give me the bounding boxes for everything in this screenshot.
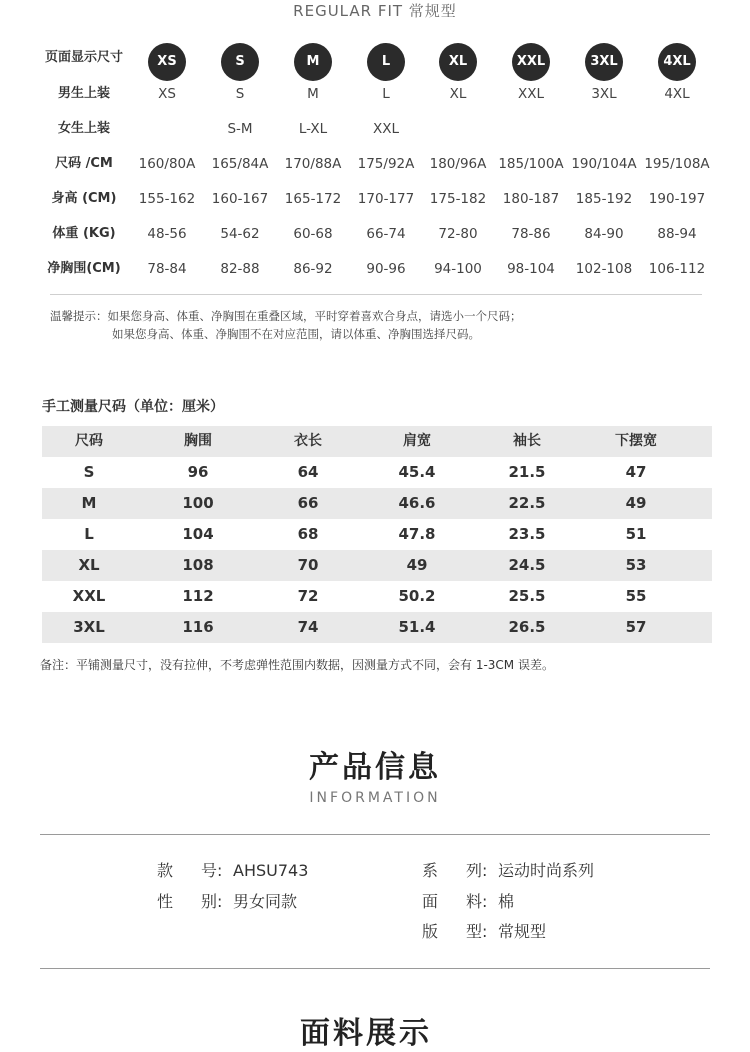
cell-hem: 57 [625, 618, 647, 636]
style-key-b: 号: [201, 861, 223, 880]
height-value: 160-167 [211, 191, 269, 207]
chest-value: 106-112 [648, 261, 706, 277]
men-size: L [382, 86, 390, 102]
height-value: 180-187 [502, 191, 560, 207]
height-value: 175-182 [429, 191, 487, 207]
size-circle-xxl: XXL [512, 43, 550, 81]
gender-key-b: 别: [201, 892, 223, 911]
size-row-height [0, 184, 750, 214]
info-title: 产品信息 [309, 750, 441, 785]
table-row [42, 519, 712, 550]
size-circle-s: S [221, 43, 259, 81]
table-row [42, 457, 712, 488]
women-size: S-M [227, 121, 253, 137]
size-row-code [0, 149, 750, 179]
gender-value: 男女同款 [233, 892, 298, 911]
cell-hem: 49 [625, 494, 647, 512]
table-row [42, 488, 712, 519]
table-row [42, 550, 712, 581]
info-divider-bottom [40, 968, 710, 969]
measure-header-row [42, 426, 712, 457]
weight-value: 84-90 [584, 226, 624, 242]
header-size: 尺码 [75, 433, 103, 449]
cell-size: XXL [72, 587, 106, 605]
cell-sleeve: 26.5 [508, 618, 546, 636]
cell-sleeve: 24.5 [508, 556, 546, 574]
cell-size: XL [78, 556, 100, 574]
chest-value: 86-92 [293, 261, 333, 277]
weight-value: 78-86 [511, 226, 551, 242]
code-value: 170/88A [284, 156, 342, 172]
chest-value: 90-96 [366, 261, 406, 277]
gender-key-a: 性 [157, 892, 174, 911]
row-label-height: 身高 (CM) [51, 191, 117, 206]
row-label-men: 男生上装 [57, 86, 110, 101]
size-row-display [0, 43, 750, 73]
next-section-title: 面料展示 [300, 1016, 432, 1051]
table-row [42, 612, 712, 643]
row-label-weight: 体重 (KG) [52, 226, 116, 241]
row-label-code: 尺码 /CM [55, 156, 113, 171]
cell-hem: 53 [625, 556, 647, 574]
cell-chest: 112 [182, 587, 214, 605]
weight-value: 60-68 [293, 226, 333, 242]
size-row-women [0, 114, 750, 144]
size-row-weight [0, 219, 750, 249]
cell-length: 66 [297, 494, 319, 512]
cell-length: 74 [297, 618, 319, 636]
cell-hem: 55 [625, 587, 647, 605]
cell-sleeve: 25.5 [508, 587, 546, 605]
weight-value: 54-62 [220, 226, 260, 242]
cell-shoulder: 50.2 [398, 587, 436, 605]
height-value: 190-197 [648, 191, 706, 207]
cell-sleeve: 23.5 [508, 525, 546, 543]
fit-title: REGULAR FIT 常规型 [293, 2, 457, 20]
code-value: 175/92A [357, 156, 415, 172]
chest-value: 78-84 [147, 261, 187, 277]
men-size: M [307, 86, 319, 102]
cell-chest: 108 [182, 556, 214, 574]
code-value: 180/96A [429, 156, 487, 172]
men-size: 4XL [664, 86, 690, 102]
code-value: 185/100A [498, 156, 564, 172]
height-value: 185-192 [575, 191, 633, 207]
weight-value: 66-74 [366, 226, 406, 242]
chest-value: 94-100 [434, 261, 482, 277]
weight-value: 88-94 [657, 226, 697, 242]
series-key-a: 系 [422, 861, 439, 880]
cell-size: S [83, 463, 95, 481]
header-shoulder: 肩宽 [403, 433, 431, 449]
cell-shoulder: 49 [406, 556, 428, 574]
women-size: L-XL [298, 121, 328, 137]
cell-hem: 51 [625, 525, 647, 543]
cell-shoulder: 45.4 [398, 463, 436, 481]
weight-value: 48-56 [147, 226, 187, 242]
cell-shoulder: 46.6 [398, 494, 436, 512]
fabric-key-a: 面 [422, 892, 439, 911]
fabric-key-b: 料: [466, 892, 488, 911]
code-value: 190/104A [571, 156, 637, 172]
cell-chest: 100 [182, 494, 214, 512]
cell-chest: 116 [182, 618, 214, 636]
cell-chest: 104 [182, 525, 214, 543]
height-value: 170-177 [357, 191, 415, 207]
style-value: AHSU743 [233, 861, 309, 880]
men-size: S [235, 86, 245, 102]
cell-size: L [84, 525, 94, 543]
men-size: XXL [517, 86, 545, 102]
men-size: XS [158, 86, 176, 102]
fit-value: 常规型 [498, 922, 547, 941]
height-value: 165-172 [284, 191, 342, 207]
info-divider-top [40, 834, 710, 835]
cell-sleeve: 21.5 [508, 463, 546, 481]
cell-size: 3XL [73, 618, 105, 636]
header-length: 衣长 [294, 433, 322, 449]
row-label-chest: 净胸围(CM) [47, 261, 121, 276]
info-subtitle: INFORMATION [309, 790, 441, 806]
size-row-men [0, 79, 750, 109]
cell-chest: 96 [187, 463, 209, 481]
cell-hem: 47 [625, 463, 647, 481]
measure-remark: 备注：平铺测量尺寸，没有拉伸，不考虑弹性范围内数据，因测量方式不同，会有 1-3CM 误差。 [40, 658, 554, 672]
height-value: 155-162 [138, 191, 196, 207]
size-circle-4xl: 4XL [658, 43, 696, 81]
cell-size: M [81, 494, 97, 512]
chest-value: 82-88 [220, 261, 260, 277]
size-row-chest [0, 254, 750, 284]
cell-shoulder: 47.8 [398, 525, 436, 543]
size-circle-3xl: 3XL [585, 43, 623, 81]
series-value: 运动时尚系列 [498, 861, 595, 880]
fabric-value: 棉 [498, 892, 515, 911]
measure-table [42, 426, 712, 643]
code-value: 165/84A [211, 156, 269, 172]
size-circle-xs: XS [148, 43, 186, 81]
weight-value: 72-80 [438, 226, 478, 242]
men-size: 3XL [591, 86, 617, 102]
women-size: XXL [372, 121, 400, 137]
code-value: 195/108A [644, 156, 710, 172]
info-fields [0, 861, 750, 951]
cell-length: 64 [297, 463, 319, 481]
men-size: XL [449, 86, 467, 102]
row-label-display: 页面显示尺寸 [44, 50, 123, 65]
cell-shoulder: 51.4 [398, 618, 436, 636]
fit-key-b: 型: [466, 922, 488, 941]
size-circle-m: M [294, 43, 332, 81]
next-section-title-clip [300, 1016, 450, 1051]
size-circle-l: L [367, 43, 405, 81]
size-circle-xl: XL [439, 43, 477, 81]
chest-value: 98-104 [507, 261, 555, 277]
table-row [42, 581, 712, 612]
cell-length: 70 [297, 556, 319, 574]
header-hem: 下摆宽 [615, 433, 657, 449]
cell-length: 68 [297, 525, 319, 543]
cell-sleeve: 22.5 [508, 494, 546, 512]
style-key-a: 款 [157, 861, 174, 880]
tip-line-2: 如果您身高、体重、净胸围不在对应范围，请以体重、净胸围选择尺码。 [112, 327, 480, 341]
code-value: 160/80A [138, 156, 196, 172]
header-chest: 胸围 [184, 433, 212, 449]
row-label-women: 女生上装 [57, 121, 110, 136]
cell-length: 72 [297, 587, 319, 605]
chest-value: 102-108 [575, 261, 633, 277]
size-chart-divider [50, 294, 702, 295]
series-key-b: 列: [466, 861, 488, 880]
tip-line-1: 温馨提示：如果您身高、体重、净胸围在重叠区域，平时穿着喜欢合身点，请选小一个尺码； [50, 309, 522, 323]
fit-key-a: 版 [422, 922, 439, 941]
measure-title: 手工测量尺码（单位：厘米） [42, 399, 224, 415]
header-sleeve: 袖长 [513, 433, 541, 449]
